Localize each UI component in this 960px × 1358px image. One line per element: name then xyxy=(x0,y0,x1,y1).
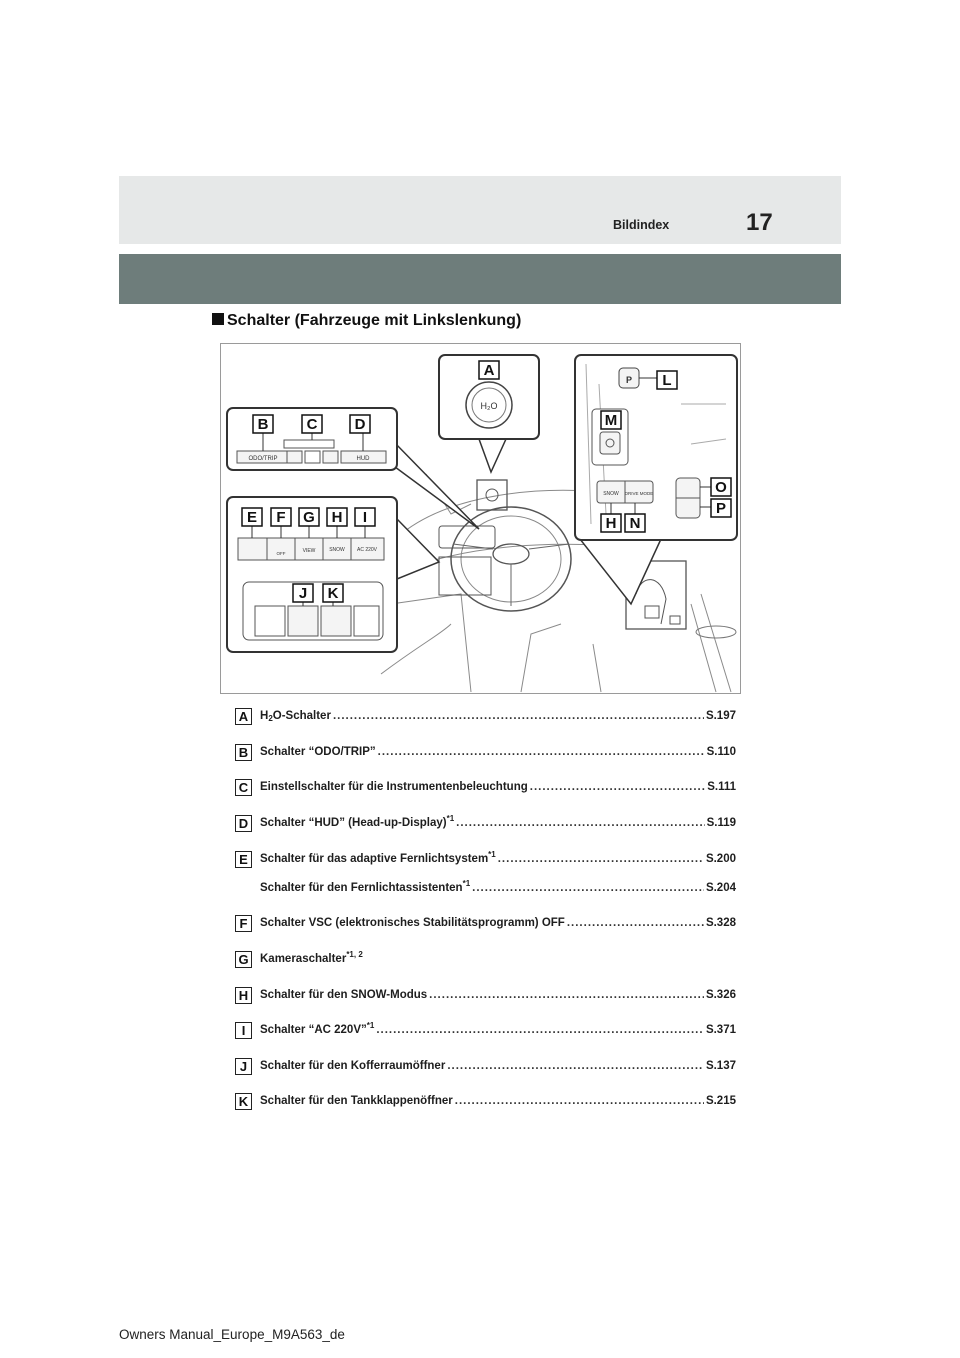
section-name: Bildindex xyxy=(613,218,670,232)
leader-dots xyxy=(447,1060,704,1072)
reference-label xyxy=(260,1095,453,1107)
callout-h-right: H xyxy=(605,515,617,532)
page-reference-link[interactable]: S.111 xyxy=(707,781,736,793)
view-button-label: VIEW xyxy=(302,548,316,554)
reference-entry xyxy=(260,950,736,965)
reference-label xyxy=(260,710,331,722)
callout-d: D xyxy=(354,416,366,433)
reference-letter-badge: D xyxy=(235,815,252,832)
footnote-marker: *1, 2 xyxy=(346,950,363,959)
page-reference-link[interactable]: S.326 xyxy=(705,989,736,1001)
callout-n: N xyxy=(629,515,641,532)
page-reference-link[interactable]: S.371 xyxy=(705,1024,736,1036)
page-reference-link[interactable]: S.137 xyxy=(705,1060,736,1072)
reference-label xyxy=(260,781,528,793)
reference-label xyxy=(260,917,565,929)
leader-dots xyxy=(429,989,704,1001)
callout-e-k-group xyxy=(227,497,439,652)
callout-l: L xyxy=(662,372,672,389)
reference-letter-badge: H xyxy=(235,987,252,1004)
switch-diagram xyxy=(220,343,741,694)
footnote-marker: *1 xyxy=(462,879,471,888)
reference-entry xyxy=(260,710,736,722)
reference-letter-badge: A xyxy=(235,708,252,725)
callout-a-group xyxy=(439,355,539,472)
switch-diagram-art xyxy=(221,344,742,695)
reference-entry xyxy=(260,1021,736,1036)
callout-b: B xyxy=(257,416,269,433)
section-heading-text: Schalter (Fahrzeuge mit Linkslenkung) xyxy=(227,312,522,329)
reference-entry xyxy=(260,850,736,865)
reference-letter-badge: K xyxy=(235,1093,252,1110)
leader-dots xyxy=(472,882,704,894)
snow-mode-button-label: SNOW xyxy=(603,491,619,497)
reference-label-text: Schalter für den Kofferraumöffner xyxy=(260,1060,446,1072)
callout-f: F xyxy=(276,509,286,526)
callout-j: J xyxy=(298,585,308,602)
callout-h: H xyxy=(331,509,343,526)
reference-entry xyxy=(260,1060,736,1072)
reference-label xyxy=(260,1021,375,1036)
hud-button-label: HUD xyxy=(356,456,370,462)
leader-dots xyxy=(456,817,704,829)
callout-e: E xyxy=(246,509,258,526)
subscript: 2 xyxy=(268,714,273,723)
reference-label-text: Kameraschalter xyxy=(260,953,347,965)
reference-label xyxy=(260,989,427,1001)
odo-trip-button-label: ODO/TRIP xyxy=(248,456,278,462)
page-reference-link[interactable]: S.197 xyxy=(705,710,736,722)
page-reference-link[interactable]: S.119 xyxy=(706,817,736,829)
reference-entry xyxy=(260,879,736,894)
section-heading xyxy=(212,312,521,330)
callout-k: K xyxy=(327,585,339,602)
ac-220v-button-label: AC 220V xyxy=(356,547,378,553)
reference-label-text: Schalter für den Fernlichtassistenten xyxy=(260,882,463,894)
footnote-marker: *1 xyxy=(446,814,455,823)
reference-label xyxy=(260,950,363,965)
reference-label-text: Schalter “AC 220V” xyxy=(260,1024,367,1036)
reference-entry xyxy=(260,781,736,793)
page-reference-link[interactable]: S.110 xyxy=(706,746,736,758)
reference-letter-badge: I xyxy=(235,1022,252,1039)
reference-letter-badge: F xyxy=(235,915,252,932)
callout-o: O xyxy=(715,479,727,496)
park-button-label: P xyxy=(625,375,633,385)
reference-entry xyxy=(260,1095,736,1107)
reference-letter-badge: B xyxy=(235,744,252,761)
reference-entry xyxy=(260,814,736,829)
reference-label-text-end: O-Schalter xyxy=(272,710,331,722)
reference-label xyxy=(260,814,455,829)
reference-entry xyxy=(260,989,736,1001)
callout-p: P xyxy=(715,500,727,517)
chapter-band xyxy=(119,254,841,304)
page-reference-link[interactable]: S.328 xyxy=(705,917,736,929)
callout-m: M xyxy=(604,412,618,429)
snow-button-label: SNOW xyxy=(329,547,345,553)
reference-label-text: Schalter “HUD” (Head-up-Display) xyxy=(260,817,447,829)
reference-label xyxy=(260,1060,445,1072)
page-reference-link[interactable]: S.204 xyxy=(705,882,736,894)
leader-dots xyxy=(530,781,705,793)
callout-a: A xyxy=(483,362,495,379)
leader-dots xyxy=(376,1024,704,1036)
reference-label-text: Einstellschalter für die Instrumentenbeleuchtung xyxy=(260,781,528,793)
header-band xyxy=(119,176,841,244)
reference-letter-badge: E xyxy=(235,851,252,868)
square-bullet-icon xyxy=(212,313,224,325)
vsc-off-button-label: OFF xyxy=(276,551,286,556)
reference-entry xyxy=(260,746,736,758)
reference-letter-badge: C xyxy=(235,779,252,796)
reference-label-text: Schalter “ODO/TRIP” xyxy=(260,746,376,758)
reference-letter-badge: G xyxy=(235,951,252,968)
leader-dots xyxy=(333,710,704,722)
page-reference-link[interactable]: S.200 xyxy=(705,853,736,865)
leader-dots xyxy=(378,746,705,758)
reference-label xyxy=(260,850,496,865)
leader-dots xyxy=(567,917,704,929)
reference-label-text: Schalter für den SNOW-Modus xyxy=(260,989,428,1001)
h2o-button-label: H₂O xyxy=(480,401,498,411)
footnote-marker: *1 xyxy=(488,850,496,859)
footnote-marker: *1 xyxy=(366,1021,375,1030)
leader-dots xyxy=(498,853,704,865)
footer-text: Owners Manual_Europe_M9A563_de xyxy=(119,1327,345,1342)
callout-g: G xyxy=(303,509,315,526)
reference-label-text: Schalter für den Tankklappenöffner xyxy=(260,1095,453,1107)
reference-letter-badge: J xyxy=(235,1058,252,1075)
callout-c: C xyxy=(306,416,318,433)
drive-mode-button-label: DRIVE MODE xyxy=(624,491,654,496)
reference-label xyxy=(260,879,471,894)
reference-label xyxy=(260,746,376,758)
callout-i: I xyxy=(362,509,368,526)
reference-entry xyxy=(260,917,736,929)
page-reference-link[interactable]: S.215 xyxy=(705,1095,736,1107)
leader-dots xyxy=(455,1095,704,1107)
reference-label-text: Schalter für das adaptive Fernlichtsystem xyxy=(260,853,489,865)
reference-label-text: H xyxy=(260,710,269,722)
page-number: 17 xyxy=(746,209,773,236)
reference-label-text: Schalter VSC (elektronisches Stabilitätsprogramm) OFF xyxy=(260,917,565,929)
callout-right-group xyxy=(575,355,737,604)
